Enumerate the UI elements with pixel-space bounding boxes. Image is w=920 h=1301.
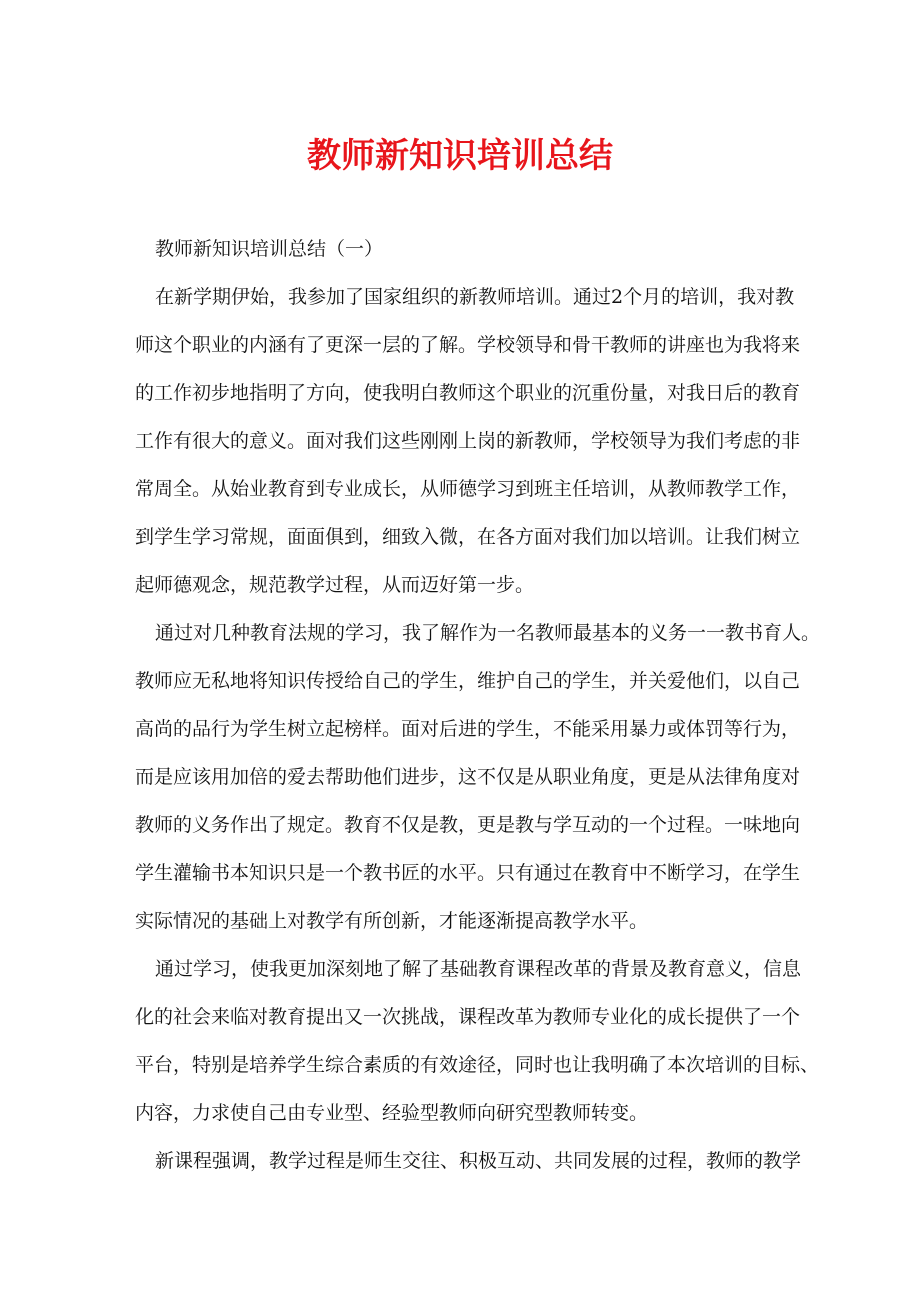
paragraph-line: 常周全。从始业教育到专业成长，从师德学习到班主任培训，从教师教学工作，: [135, 478, 801, 500]
paragraph-line: 到学生学习常规，面面俱到，细致入微，在各方面对我们加以培训。让我们树立: [135, 526, 801, 548]
paragraph-line: 内容，力求使自己由专业型、经验型教师向研究型教师转变。: [135, 1102, 649, 1124]
paragraph-line: 新课程强调，教学过程是师生交往、积极互动、共同发展的过程，教师的教学: [155, 1150, 802, 1172]
paragraph-line: 化的社会来临对教育提出又一次挑战，课程改革为教师专业化的成长提供了一个: [135, 1006, 801, 1028]
paragraph-4: [135, 1137, 802, 1185]
paragraph-line: 实际情况的基础上对教学有所创新，才能逐渐提高教学水平。: [135, 910, 649, 932]
paragraph-line: 的工作初步地指明了方向，使我明白教师这个职业的沉重份量，对我日后的教育: [135, 382, 801, 404]
paragraph-line: 通过学习，使我更加深刻地了解了基础教育课程改革的背景及教育意义，信息: [155, 958, 802, 980]
document-title: 教师新知识培训总结: [307, 136, 613, 176]
paragraph-line: 教师应无私地将知识传授给自己的学生，维护自己的学生，并关爱他们，以自己: [135, 670, 801, 692]
paragraph-1: [135, 273, 801, 609]
paragraph-line: 教师的义务作出了规定。教育不仅是教，更是教与学互动的一个过程。一味地向: [135, 814, 801, 836]
paragraph-3: [135, 945, 820, 1137]
paragraph-line: 平台，特别是培养学生综合素质的有效途径，同时也让我明确了本次培训的目标、: [135, 1054, 820, 1076]
paragraph-2: [135, 609, 821, 945]
paragraph-line: 而是应该用加倍的爱去帮助他们进步，这不仅是从职业角度，更是从法律角度对: [135, 766, 801, 788]
paragraph-line: 在新学期伊始，我参加了国家组织的新教师培训。通过2个月的培训，我对教: [155, 286, 795, 308]
document-body: [135, 225, 821, 1185]
paragraph-line: 高尚的品行为学生树立起榜样。面对后进的学生，不能采用暴力或体罚等行为，: [135, 718, 801, 740]
paragraph-line: 工作有很大的意义。面对我们这些刚刚上岗的新教师，学校领导为我们考虑的非: [135, 430, 801, 452]
paragraph-line: 师这个职业的内涵有了更深一层的了解。学校领导和骨干教师的讲座也为我将来: [135, 334, 801, 356]
section-subheading: 教师新知识培训总结（一）: [155, 238, 384, 260]
paragraph-line: 起师德观念，规范教学过程，从而迈好第一步。: [135, 574, 535, 596]
paragraph-line: 学生灌输书本知识只是一个教书匠的水平。只有通过在教育中不断学习，在学生: [135, 862, 801, 884]
paragraph-line: 通过对几种教育法规的学习，我了解作为一名教师最基本的义务一一教书育人。: [155, 622, 821, 644]
